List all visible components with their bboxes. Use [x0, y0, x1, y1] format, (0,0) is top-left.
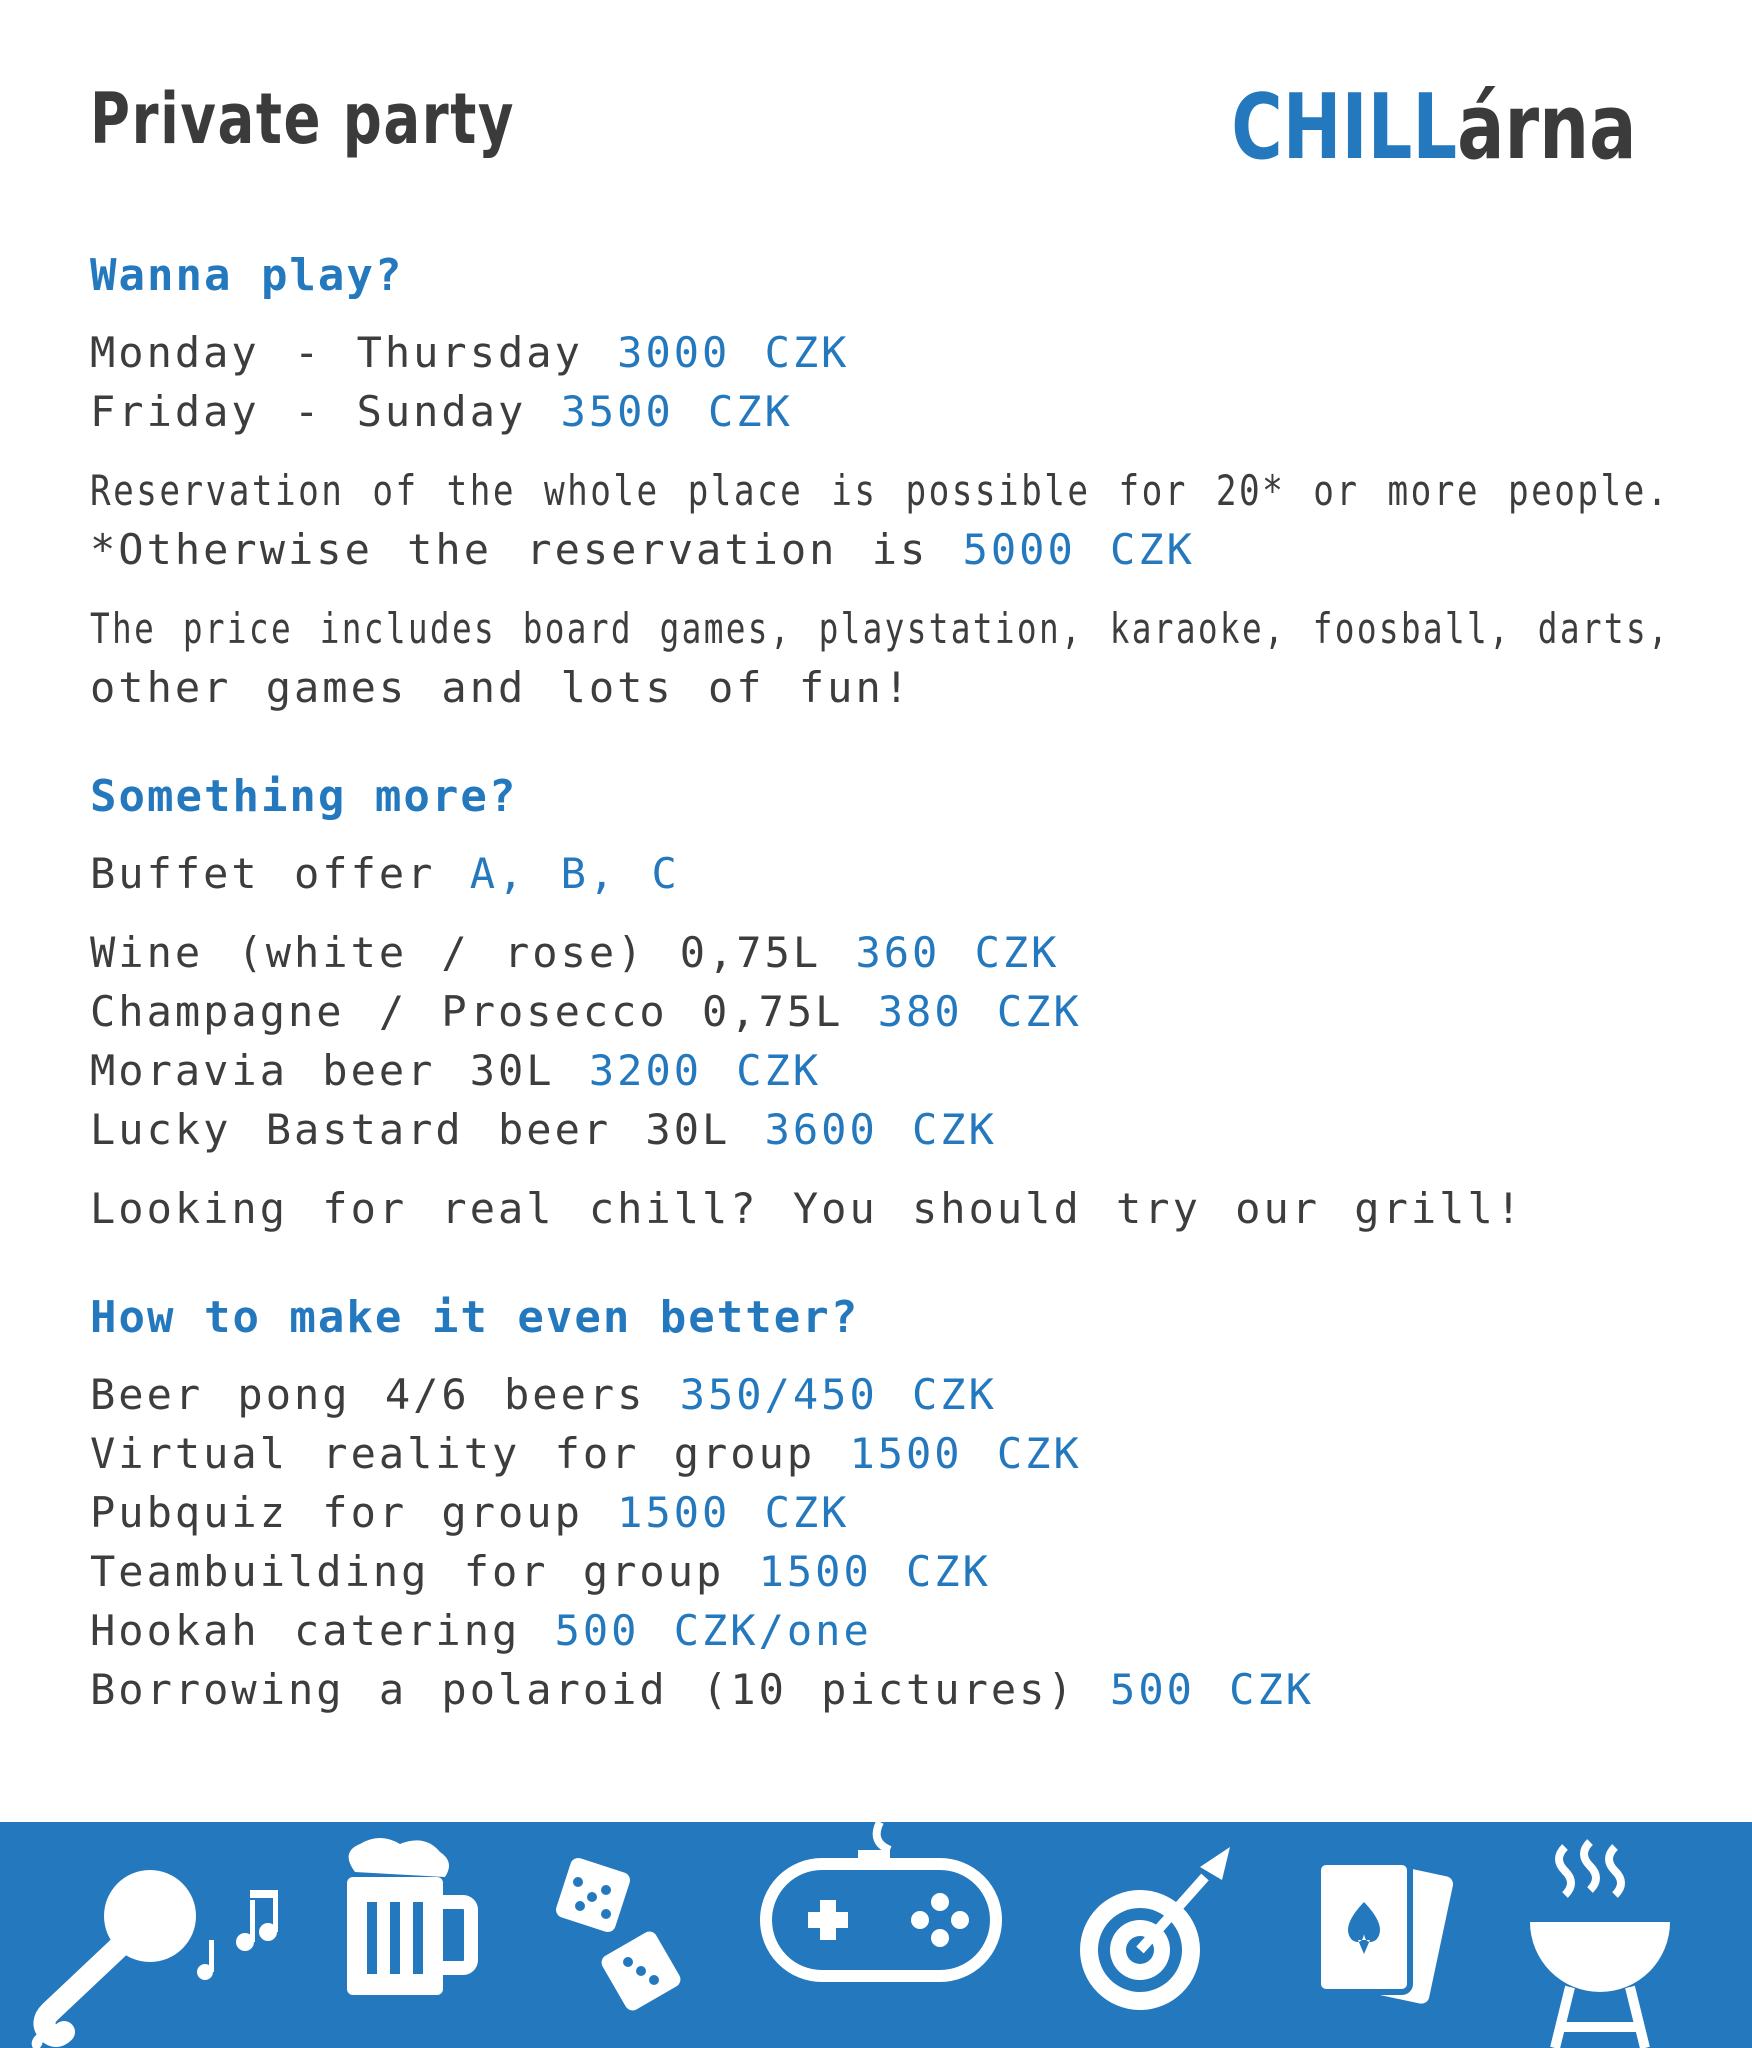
price-line	[90, 1483, 1670, 1542]
item-label: The price includes board games, playstation, karaoke, foosball, darts,	[90, 604, 1671, 653]
price-line	[90, 844, 1670, 903]
price-line	[90, 1424, 1670, 1483]
item-price: 3200 CZK	[588, 1046, 822, 1095]
item-label: *Otherwise the reservation is	[90, 525, 929, 574]
music-notes-icon	[197, 1890, 278, 1980]
item-label: Beer pong 4/6 beers	[90, 1370, 646, 1419]
price-line	[90, 461, 1670, 520]
price-line	[90, 520, 1670, 579]
page-title: Private party	[90, 78, 516, 160]
item-label: Buffet offer	[90, 849, 436, 898]
item-price: 500 CZK/one	[554, 1606, 872, 1655]
text-block	[90, 1365, 1670, 1719]
item-label: Borrowing a polaroid (10 pictures)	[90, 1665, 1076, 1714]
text-block	[90, 461, 1670, 579]
item-price: 500 CZK	[1110, 1665, 1315, 1714]
item-label: Teambuilding for group	[90, 1547, 725, 1596]
item-price: 1500 CZK	[617, 1488, 850, 1537]
price-line	[90, 1041, 1670, 1100]
item-label: Moravia beer 30L	[90, 1046, 555, 1095]
price-line	[90, 1660, 1670, 1719]
item-label: Virtual reality for group	[90, 1429, 816, 1478]
item-price: 1500 CZK	[849, 1429, 1082, 1478]
chillarna-logo	[1230, 75, 1636, 180]
item-label: Looking for real chill? You should try our grill!	[90, 1184, 1525, 1233]
price-line	[90, 382, 1670, 441]
item-label: Reservation of the whole place is possible for 20* or more people.	[90, 466, 1670, 515]
text-block	[90, 923, 1670, 1159]
section	[90, 1292, 1670, 1719]
price-line	[90, 1542, 1670, 1601]
price-line	[90, 1100, 1670, 1159]
grill-icon	[1530, 1842, 1670, 2048]
item-label: Lucky Bastard beer 30L	[90, 1105, 731, 1154]
section	[90, 250, 1670, 717]
item-label: Monday - Thursday	[90, 328, 583, 377]
section	[90, 771, 1670, 1238]
item-price: 1500 CZK	[758, 1547, 991, 1596]
item-price: 3500 CZK	[560, 387, 793, 436]
item-label: Champagne / Prosecco 0,75L	[90, 987, 844, 1036]
item-label: Wine (white / rose) 0,75L	[90, 928, 822, 977]
beer-mug-icon	[347, 1838, 471, 1995]
price-line	[90, 658, 1670, 717]
section-heading: How to make it even better?	[90, 1292, 860, 1343]
text-block	[90, 323, 1670, 441]
price-line	[90, 323, 1670, 382]
item-price: 5000 CZK	[962, 525, 1195, 574]
item-price: 3000 CZK	[617, 328, 850, 377]
section-heading: Something more?	[90, 771, 518, 822]
text-block	[90, 1179, 1670, 1238]
price-list	[90, 250, 1670, 1773]
item-label: Friday - Sunday	[90, 387, 527, 436]
microphone-icon	[37, 1870, 196, 2048]
dartboard-icon	[1080, 1847, 1230, 2010]
dice-icon	[554, 1856, 683, 2013]
logo-arna: árna	[1456, 75, 1636, 180]
item-price: 3600 CZK	[764, 1105, 997, 1154]
playing-cards-icon	[1318, 1859, 1455, 2005]
item-label: other games and lots of fun!	[90, 663, 913, 712]
item-price: A, B, C	[469, 849, 680, 898]
item-label: Hookah catering	[90, 1606, 521, 1655]
price-line	[90, 923, 1670, 982]
item-price: 380 CZK	[877, 987, 1082, 1036]
price-line	[90, 599, 1671, 658]
section-heading: Wanna play?	[90, 250, 404, 301]
logo-chill: CHILL	[1230, 75, 1457, 180]
price-line	[90, 982, 1670, 1041]
item-label: Pubquiz for group	[90, 1488, 583, 1537]
gamepad-icon	[766, 1822, 996, 1976]
footer-icon-band	[0, 1822, 1752, 2048]
item-price: 360 CZK	[855, 928, 1060, 977]
item-price: 350/450 CZK	[679, 1370, 997, 1419]
text-block	[90, 599, 1670, 717]
price-line	[90, 1365, 1670, 1424]
text-block	[90, 844, 1670, 903]
price-line	[90, 1601, 1670, 1660]
price-line	[90, 1179, 1670, 1238]
